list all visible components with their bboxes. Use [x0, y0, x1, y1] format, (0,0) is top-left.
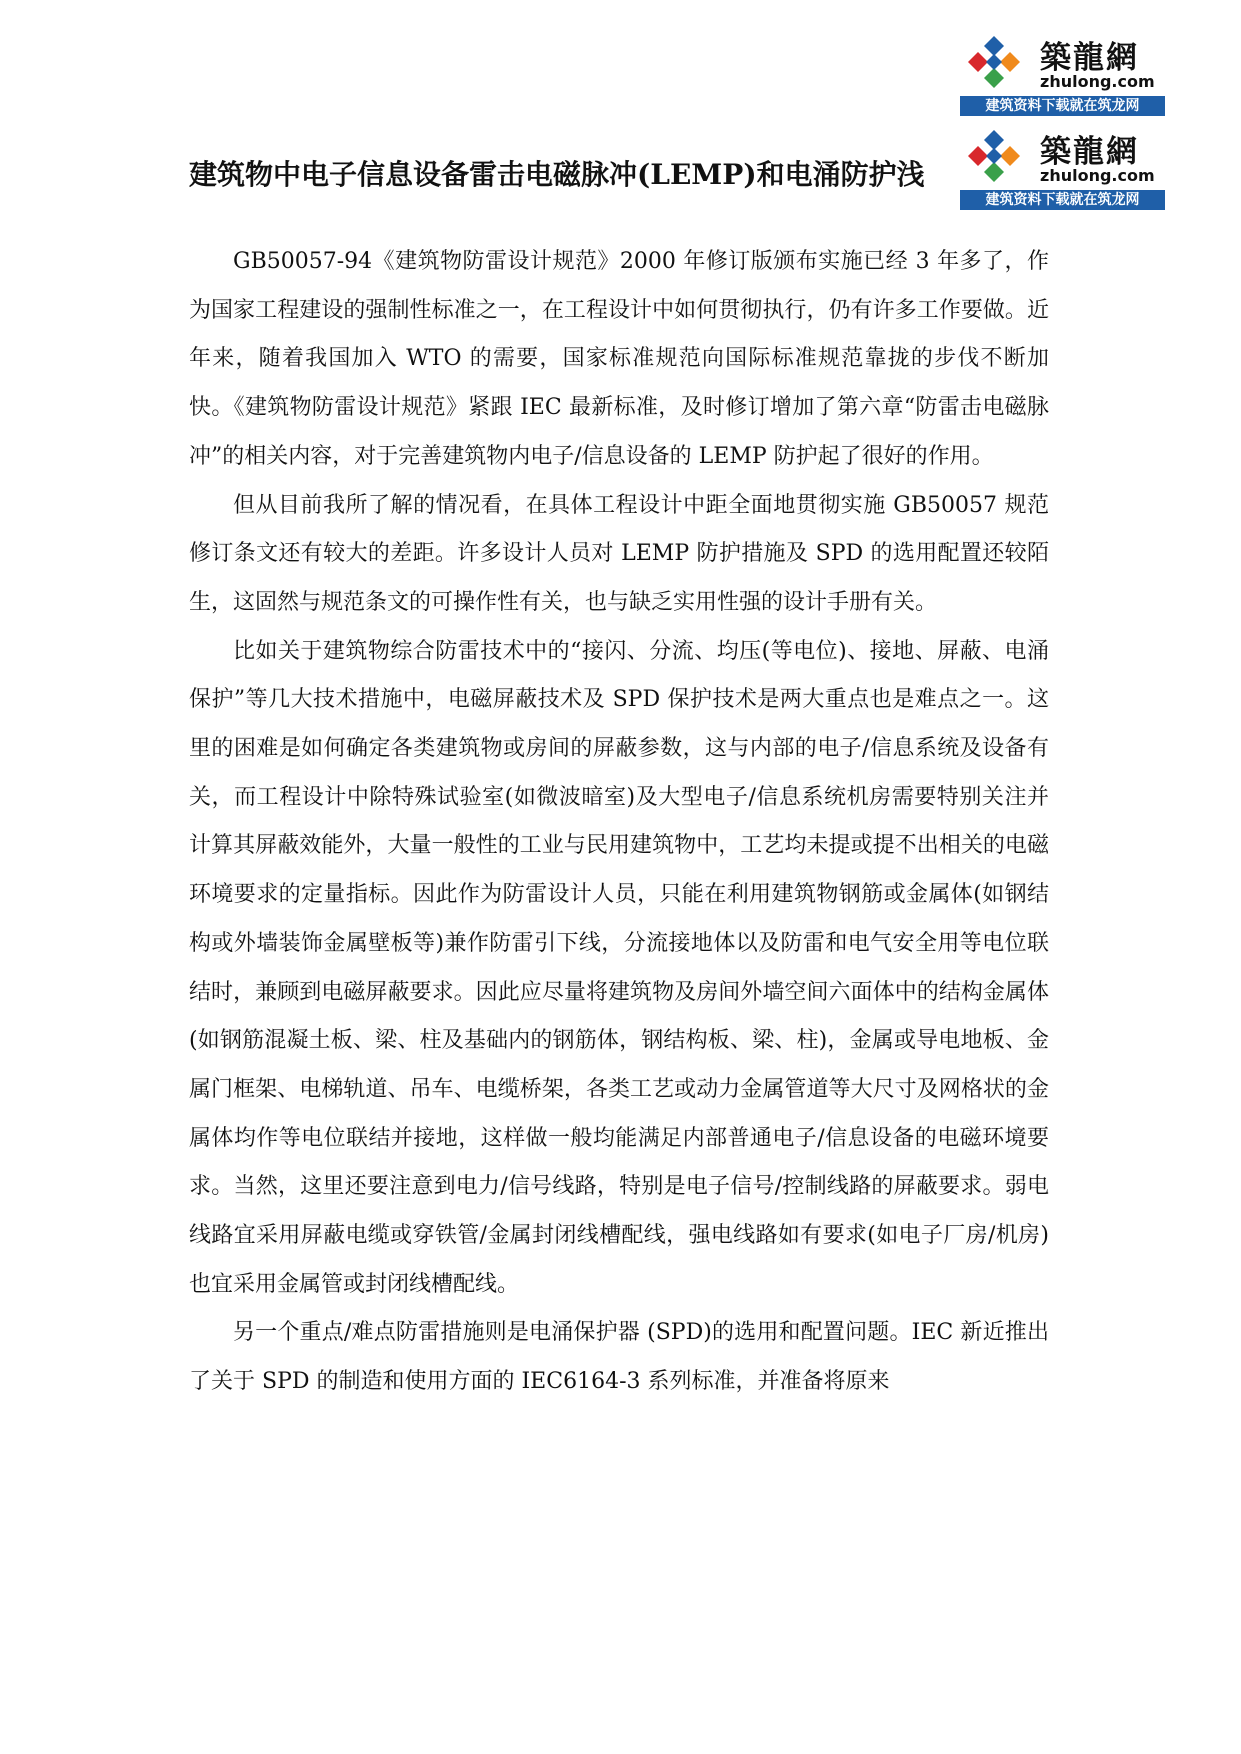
paragraph: 比如关于建筑物综合防雷技术中的“接闪、分流、均压(等电位)、接地、屏蔽、电涌保护”等几大技术措施中，电磁屏蔽技术及 SPD 保护技术是两大重点也是难点之一。这里的困难是如何确定各类建筑物或房间的屏蔽参数，这与内部的电子/信息系统及设备有关，而工程设计中除特殊试验室(如微波暗室)及大型电子/信息系统机房需要特别关注并计算其屏蔽效能外，大量一般性的工业与民用建筑物中，工艺均未提或提不出相关的电磁环境要求的定量指标。因此作为防雷设计人员，只能在利用建筑物钢筋或金属体(如钢结构或外墙装饰金属壁板等)兼作防雷引下线，分流接地体以及防雷和电气安全用等电位联结时，兼顾到电磁屏蔽要求。因此应尽量将建筑物及房间外墙空间六面体中的结构金属体(如钢筋混凝土板、梁、柱及基础内的钢筋体，钢结构板、梁、柱)，金属或导电地板、金属门框架、电梯轨道、吊车、电缆桥架，各类工艺或动力金属管道等大尺寸及网格状的金属体均作等电位联结并接地，这样做一般均能满足内部普通电子/信息设备的电磁环境要求。当然，这里还要注意到电力/信号线路，特别是电子信号/控制线路的屏蔽要求。弱电线路宜采用屏蔽电缆或穿铁管/金属封闭线槽配线，强电线路如有要求(如电子厂房/机房)也宜采用金属管或封闭线槽配线。 [189, 638, 1049, 1297]
diamond-logo-icon [964, 126, 1024, 186]
logo-name: 築龍網 [1040, 40, 1139, 76]
logo-slogan: 建筑资料下载就在筑龙网 [960, 190, 1165, 210]
paragraph: 但从目前我所了解的情况看，在具体工程设计中距全面地贯彻实施 GB50057 规范修订条文还有较大的差距。许多设计人员对 LEMP 防护措施及 SPD 的选用配置还较陌生，这固然与规范条文的可操作性有关，也与缺乏实用性强的设计手册有关。 [189, 492, 1049, 615]
diamond-logo-icon [964, 32, 1024, 92]
logo-slogan: 建筑资料下载就在筑龙网 [960, 96, 1165, 116]
zhulong-logo [960, 28, 1165, 116]
logo-name: 築龍網 [1040, 134, 1139, 170]
zhulong-logo [960, 122, 1165, 210]
logo-domain: zhulong.com [1040, 72, 1155, 91]
document-body [189, 238, 1049, 1407]
logo-domain: zhulong.com [1040, 166, 1155, 185]
paragraph: 另一个重点/难点防雷措施则是电涌保护器 (SPD)的选用和配置问题。IEC 新近推出了关于 SPD 的制造和使用方面的 IEC6164-3 系列标准，并准备将原来 [189, 1320, 1049, 1395]
document-title: 建筑物中电子信息设备雷击电磁脉冲(LEMP)和电涌防护浅 [189, 158, 925, 191]
paragraph: GB50057-94《建筑物防雷设计规范》2000 年修订版颁布实施已经 3 年多了，作为国家工程建设的强制性标准之一，在工程设计中如何贯彻执行，仍有许多工作要做。近年来，随着我国加入 WTO 的需要，国家标准规范向国际标准规范靠拢的步伐不断加快。《建筑物防雷设计规范》紧跟 IEC 最新标准，及时修订增加了第六章“防雷击电磁脉冲”的相关内容，对于完善建筑物内电子/信息设备的 LEMP 防护起了很好的作用。 [189, 249, 1049, 469]
